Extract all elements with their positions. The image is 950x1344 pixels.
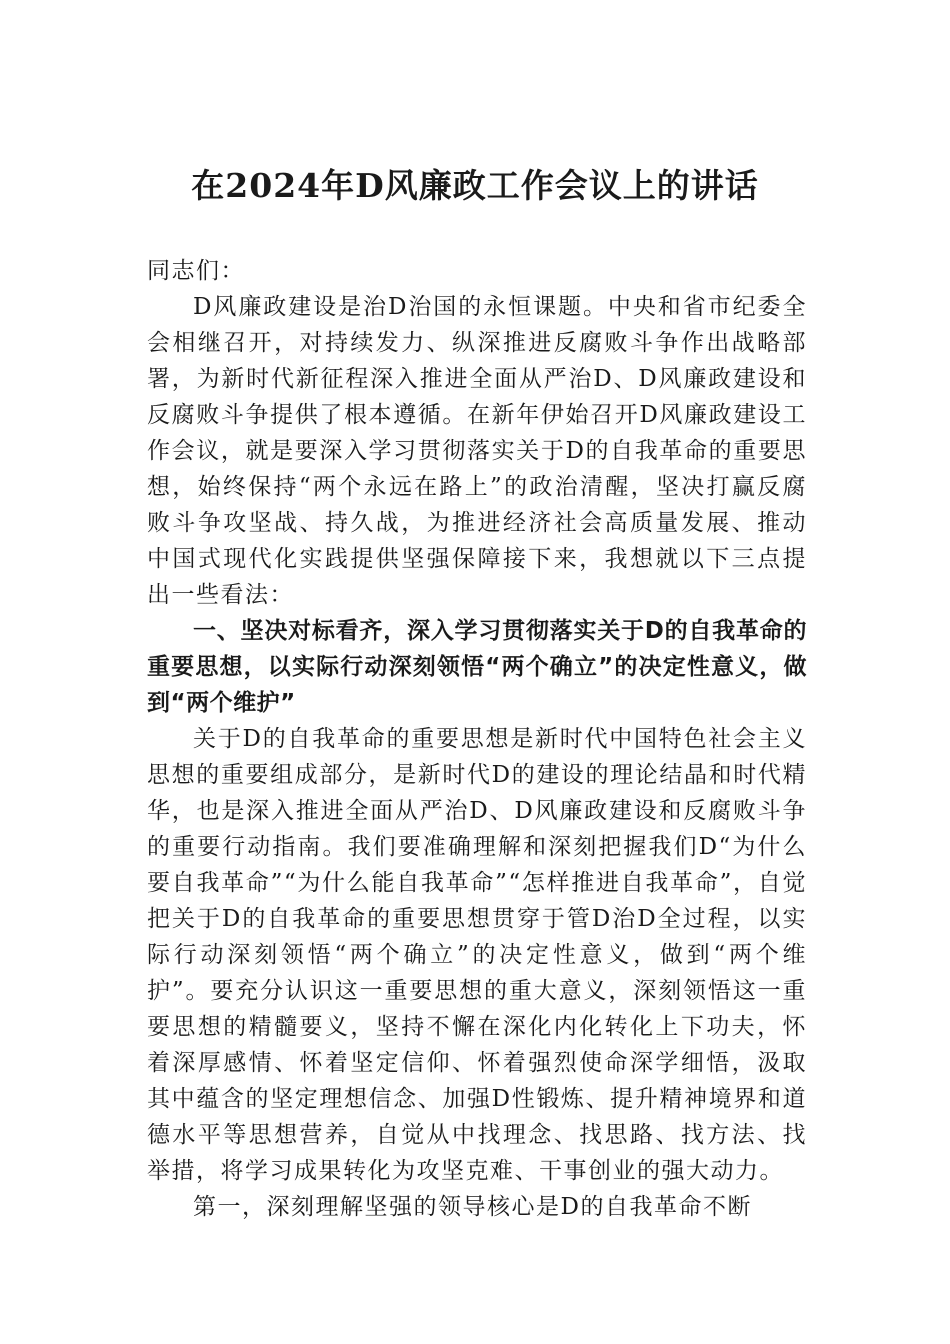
intro-paragraph: D风廉政建设是治D治国的永恒课题。中央和省市纪委全会相继召开，对持续发力、纵深推进反腐败斗争作出战略部署，为新时代新征程深入推进全面从严治D、D风廉政建设和反腐败斗争提供了根本遵循。在新年伊始召开D风廉政建设工作会议，就是要深入学习贯彻落实关于D的自我革命的重要思想，始终保持“两个永远在路上”的政治清醒，坚决打赢反腐败斗争攻坚战、持久战，为推进经济社会高质量发展、推动中国式现代化实践提供坚强保障接下来，我想就以下三点提出一些看法： — [147, 294, 807, 608]
section-heading-1: 一、坚决对标看齐，深入学习贯彻落实关于D的自我革命的重要思想，以实际行动深刻领悟“两个确立”的决定性意义，做到“两个维护” — [147, 618, 807, 716]
document-title: 在2024年D风廉政工作会议上的讲话 — [191, 166, 759, 205]
section-1-paragraph-1: 关于D的自我革命的重要思想是新时代中国特色社会主义思想的重要组成部分，是新时代D的建设的理论结晶和时代精华，也是深入推进全面从严治D、D风廉政建设和反腐败斗争的重要行动指南。我们要准确理解和深刻把握我们D“为什么要自我革命”“为什么能自我革命”“怎样推进自我革命”，自觉把关于D的自我革命的重要思想贯穿于管D治D全过程，以实际行动深刻领悟“两个确立”的决定性意义，做到“两个维护”。要充分认识这一重要思想的重大意义，深刻领悟这一重要思想的精髓要义，坚持不懈在深化内化转化上下功夫，怀着深厚感情、怀着坚定信仰、怀着强烈使命深学细悟，汲取其中蕴含的坚定理想信念、加强D性锻炼、提升精神境界和道德水平等思想营养，自觉从中找理念、找思路、找方法、找举措，将学习成果转化为攻坚克难、干事创业的强大动力。 — [147, 726, 807, 1184]
salutation: 同志们： — [147, 258, 245, 284]
section-1-paragraph-2: 第一，深刻理解坚强的领导核心是D的自我革命不断 — [193, 1194, 752, 1220]
document-body — [147, 253, 807, 1225]
